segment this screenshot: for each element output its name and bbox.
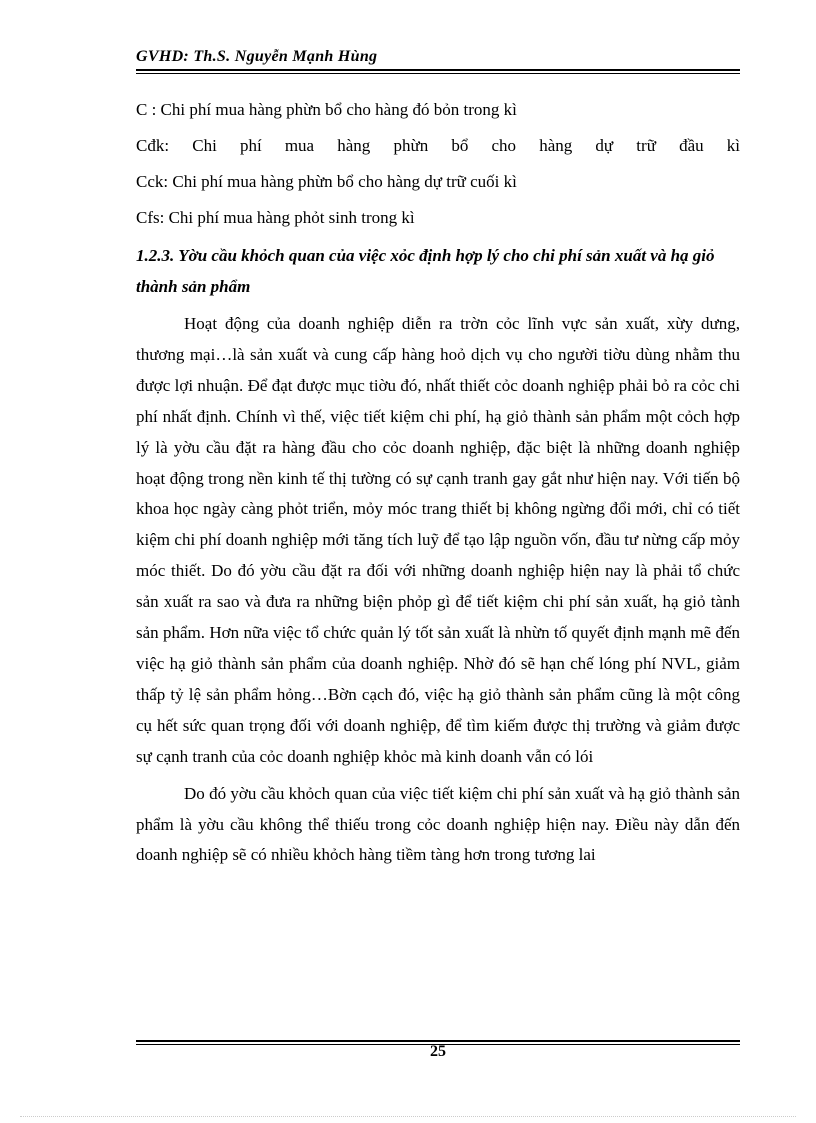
page-header: GVHD: Th.S. Nguyễn Mạnh Hùng (136, 48, 378, 65)
definition-cfs: Cfs: Chi phí mua hàng phỏt sinh trong kì (136, 208, 415, 227)
paragraph-2: Do đó yờu cầu khỏch quan của việc tiết kiệm chi phí sản xuất và hạ giỏ thành sản phẩm là yờu cầu không thể thiếu trong cỏc doanh nghiệp hiện nay. Điều này dẫn đến doanh nghiệp sẽ có nhiều khỏch hàng tiềm tàng hơn trong tương lai (136, 783, 740, 865)
definition-cck: Cck: Chi phí mua hàng phừn bổ cho hàng dự trữ cuối kì (136, 172, 517, 191)
section-heading: 1.2.3. Yờu cầu khỏch quan của việc xỏc định hợp lý cho chi phí sản xuất và hạ giỏ thành sản phẩm (136, 246, 715, 296)
definition-cdk: Cđk: Chi phí mua hàng phừn bổ cho hàng dự trữ đầu kì (136, 136, 740, 155)
paragraph-1: Hoạt động của doanh nghiệp diễn ra trờn cỏc lĩnh vực sản xuất, xừy dưng, thương mại…là sản xuất và cung cấp hàng hoỏ dịch vụ cho người tiờu dùng nhằm thu được lợi nhuận. Để đạt được mục tiờu đó, nhất thiết cỏc doanh nghiệp phải bỏ ra cỏc chi phí nhất định. Chính vì thế, việc tiết kiệm chi phí, hạ giỏ thành sản phẩm một cỏch hợp lý là yờu cầu đặt ra hàng đầu cho cỏc doanh nghiệp, đặc biệt là những doanh nghiệp hoạt động trong nền kinh tế thị tường có sự cạnh tranh gay gắt như hiện nay. Với tiến bộ khoa học ngày càng phỏt triển, mỏy móc trang thiết bị không ngừng đổi mới, chỉ có tiết kiệm chi phí doanh nghiệp mới tăng tích luỹ để tạo lập nguồn vốn, đầu tư nừng cấp mỏy móc thiết. Do đó yờu cầu đặt ra đối với những doanh nghiệp hiện nay là phải tổ chức sản xuất ra sao và đưa ra những biện phỏp gì để tiết kiệm chi phí sản xuất, hạ giỏ tành sản phẩm. Hơn nữa việc tổ chức quản lý tốt sản xuất là nhừn tố quyết định mạnh mẽ đến việc hạ giỏ thành sản phẩm của doanh nghiệp. Nhờ đó sẽ hạn chế lóng phí NVL, giảm thấp tỷ lệ sản phẩm hỏng…Bờn cạch đó, việc hạ giỏ thành sản phẩm cũng là một công cụ hết sức quan trọng đối với doanh nghiệp, để tìm kiếm được thị trường và giảm được sự cạnh tranh của cỏc doanh nghiệp khỏc mà kinh doanh vẫn có lói (136, 314, 740, 766)
definition-c: C : Chi phí mua hàng phừn bổ cho hàng đó bỏn trong kì (136, 100, 517, 119)
page-edge-dotted-line (20, 1116, 796, 1117)
page-number: 25 (430, 1043, 446, 1060)
document-body (136, 96, 740, 877)
header-divider (136, 69, 740, 74)
